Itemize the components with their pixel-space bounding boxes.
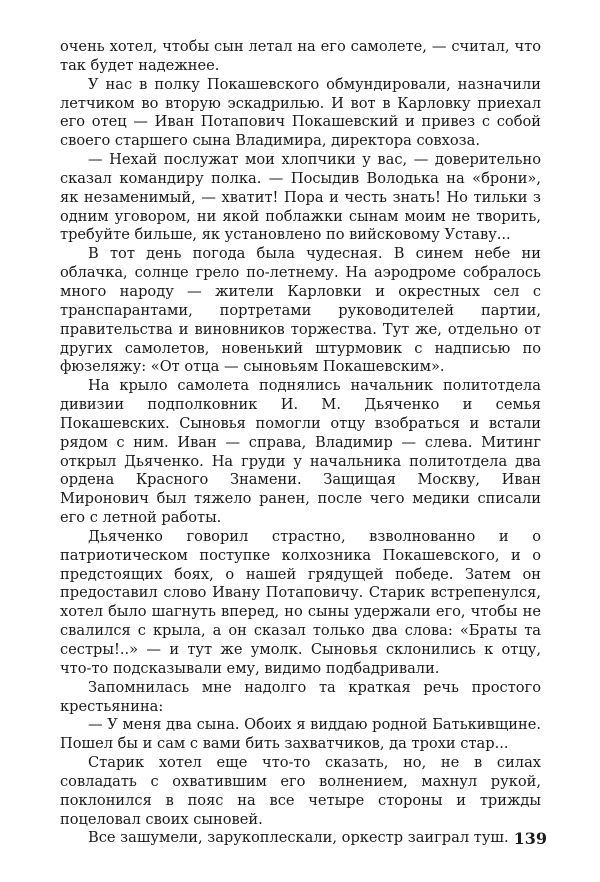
page-number: 139 (513, 829, 547, 848)
paragraph: В тот день погода была чудесная. В синем небе ни облачка, солнце грело по-летнему. На аэродроме собралось много народу — жители Карловки и окрестных сел с транспарантами, портретами руководителей партии, правительства и виновников торжества. Тут же, отдельно от других самолетов, новенький штурмовик с надписью по фюзеляжу: «От отца — сыновьям Покашевским». (60, 245, 541, 376)
paragraph: Дьяченко говорил страстно, взволнованно и о патриотическом поступке колхозника Покашевского, и о предстоящих боях, о нашей грядущей победе. Затем он предоставил слово Ивану Потаповичу. Старик встрепенулся, хотел было шагнуть вперед, но сыны удержали его, чтобы не свалился с крыла, а он сказал только два слова: «Браты та сестры!..» — и тут же умолк. Сыновья склонились к отцу, что-то подсказывали ему, видимо подбадривали. (60, 527, 541, 677)
paragraph: На крыло самолета поднялись начальник политотдела дивизии подполковник И. М. Дьяченко и семья Покашевских. Сыновья помогли отцу взобраться и встали рядом с ним. Иван — справа, Владимир — слева. Митинг открыл Дьяченко. На груди у начальника политотдела два ордена Красного Знамени. Защищая Москву, Иван Миронович был тяжело ранен, после чего медики списали его с летной работы. (60, 377, 541, 527)
paragraph: — Нехай послужат мои хлопчики у вас, — доверительно сказал командиру полка. — Посыдив Володька на «брони», як незаменимый, — хватит! Пора и честь знать! Но тильки з одним уговором, ни якой поблажки сынам моим не творить, требуйте бильше, як установлено по вийсковому Уставу... (60, 151, 541, 244)
paragraph: — У меня два сына. Обоих я виддаю родной Батькивщине. Пошел бы и сам с вами бить захватчиков, да трохи стар... (60, 716, 541, 753)
paragraph: Все зашумели, зарукоплескали, оркестр заиграл туш. (88, 829, 509, 847)
paragraph: У нас в полку Покашевского обмундировали, назначили летчиком во вторую эскадрилью. И вот в Карловку приехал его отец — Иван Потапович Покашевский и привез с собой своего старшего сына Владимира, директора совхоза. (60, 75, 541, 150)
paragraph-continuation: очень хотел, чтобы сын летал на его самолете, — считал, что так будет надежнее. (60, 38, 541, 74)
paragraph: Запомнилась мне надолго та краткая речь простого крестьянина: (60, 678, 541, 715)
paragraph: Старик хотел еще что-то сказать, но, не в силах совладать с охватившим его волнением, махнул рукой, поклонился в пояс на все четыре стороны и трижды поцеловал своих сыновей. (60, 754, 541, 828)
page-body (60, 38, 541, 848)
